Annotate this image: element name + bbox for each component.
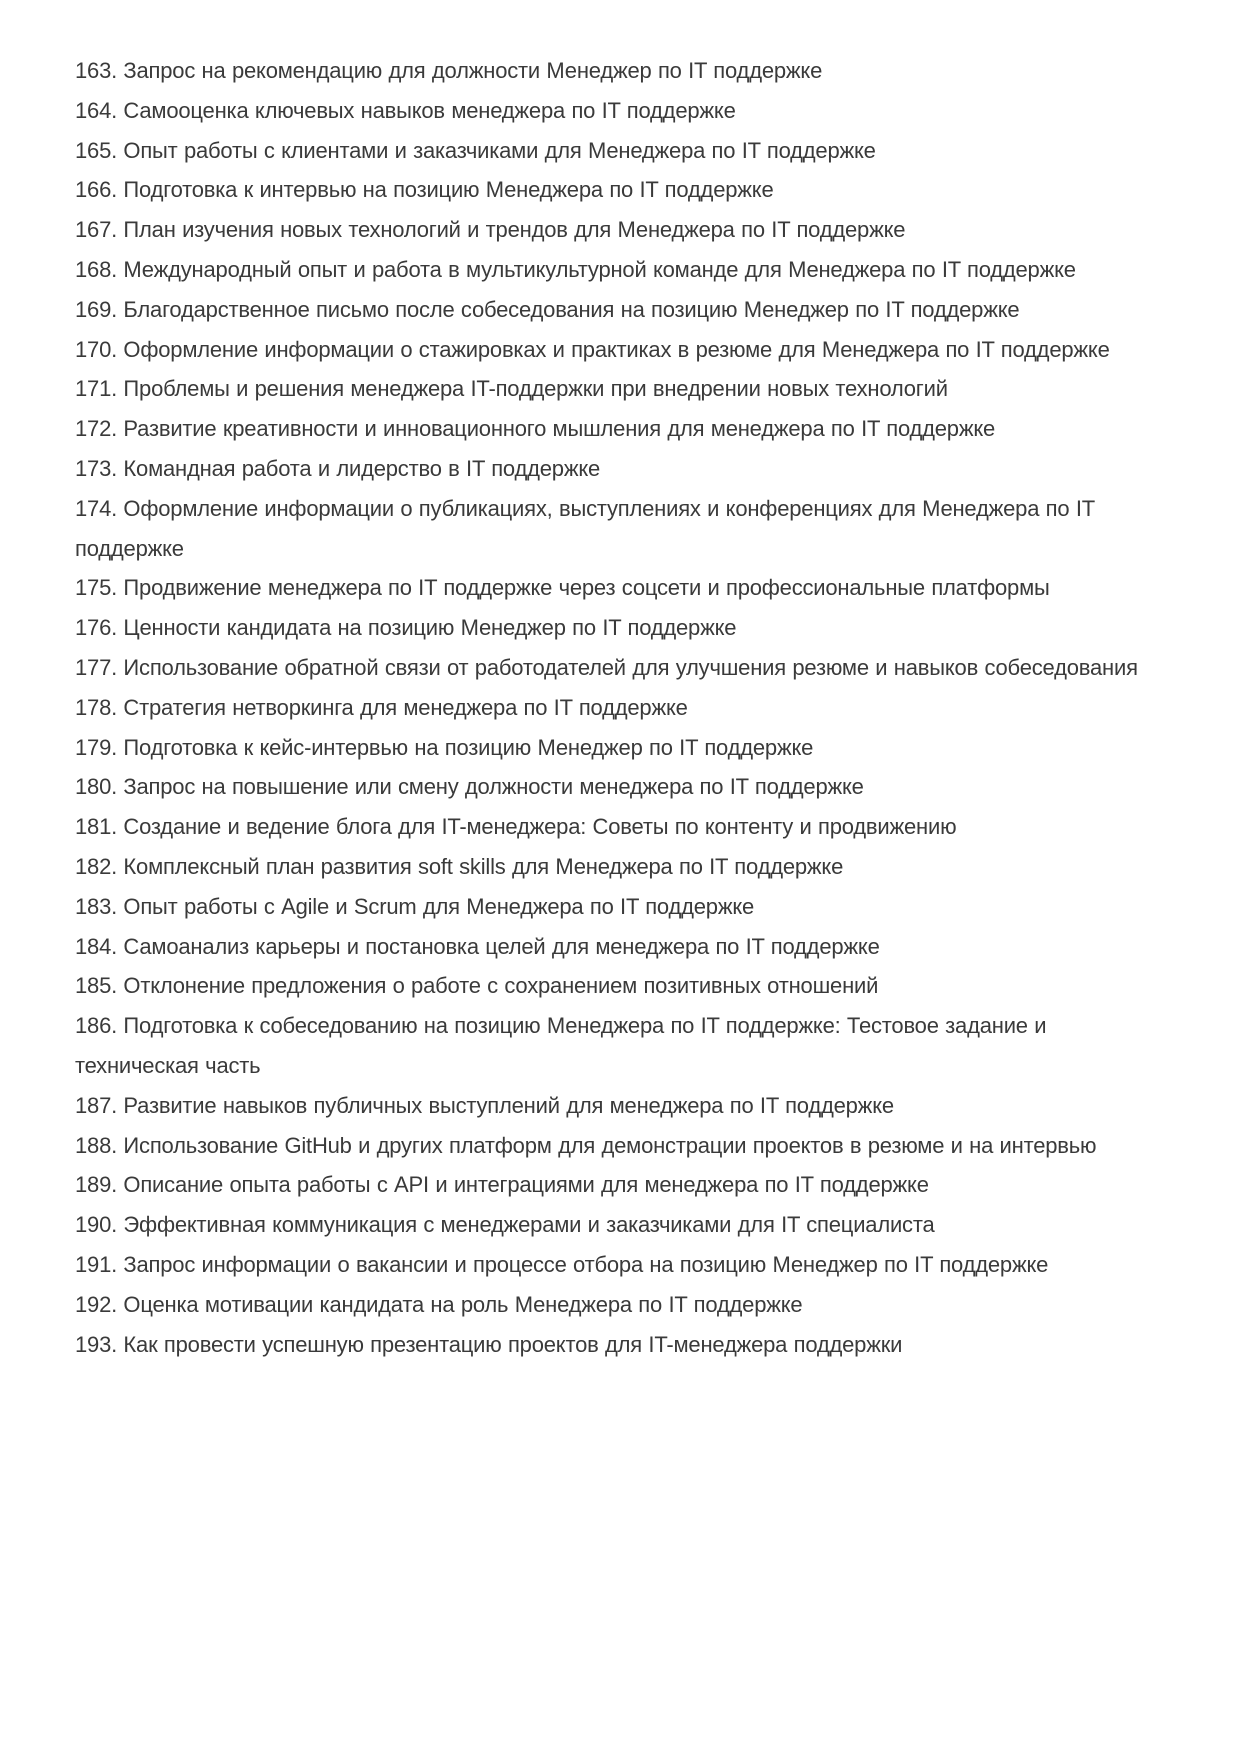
list-item: 168. Международный опыт и работа в мультикультурной команде для Менеджера по IT поддержке <box>75 256 1076 282</box>
list-item: 192. Оценка мотивации кандидата на роль Менеджера по IT поддержке <box>75 1291 803 1317</box>
list-item: 180. Запрос на повышение или смену должности менеджера по IT поддержке <box>75 774 864 800</box>
numbered-list <box>75 51 1167 1364</box>
list-item: 186. Подготовка к собеседованию на позицию Менеджера по IT поддержке: Тестовое задание и техническая часть <box>75 1013 1047 1078</box>
list-item: 177. Использование обратной связи от работодателей для улучшения резюме и навыков собеседования <box>75 654 1138 680</box>
list-item: 173. Командная работа и лидерство в IT поддержке <box>75 455 601 481</box>
list-item: 188. Использование GitHub и других платформ для демонстрации проектов в резюме и на интервью <box>75 1132 1097 1158</box>
list-item: 170. Оформление информации о стажировках и практиках в резюме для Менеджера по IT поддержке <box>75 336 1110 362</box>
list-item: 183. Опыт работы с Agile и Scrum для Менеджера по IT поддержке <box>75 893 755 919</box>
list-item: 163. Запрос на рекомендацию для должности Менеджер по IT поддержке <box>75 58 823 83</box>
list-item: 172. Развитие креативности и инновационного мышления для менеджера по IT поддержке <box>75 416 996 442</box>
list-item: 181. Создание и ведение блога для IT-менеджера: Советы по контенту и продвижению <box>75 814 957 840</box>
list-item: 165. Опыт работы с клиентами и заказчиками для Менеджера по IT поддержке <box>75 137 876 163</box>
list-item: 185. Отклонение предложения о работе с сохранением позитивных отношений <box>75 973 879 999</box>
list-item: 176. Ценности кандидата на позицию Менеджер по IT поддержке <box>75 615 737 641</box>
list-item: 182. Комплексный план развития soft skills для Менеджера по IT поддержке <box>75 853 844 879</box>
list-item: 184. Самоанализ карьеры и постановка целей для менеджера по IT поддержке <box>75 933 880 959</box>
list-item: 174. Оформление информации о публикациях, выступлениях и конференциях для Менеджера по IT поддержке <box>75 495 1095 561</box>
list-item: 167. План изучения новых технологий и трендов для Менеджера по IT поддержке <box>75 217 906 243</box>
list-item: 193. Как провести успешную презентацию проектов для IT-менеджера поддержки <box>75 1331 903 1357</box>
list-item: 187. Развитие навыков публичных выступлений для менеджера по IT поддержке <box>75 1092 894 1118</box>
list-item: 166. Подготовка к интервью на позицию Менеджера по IT поддержке <box>75 177 774 203</box>
list-item: 169. Благодарственное письмо после собеседования на позицию Менеджер по IT поддержке <box>75 296 1020 322</box>
list-item: 189. Описание опыта работы с API и интеграциями для менеджера по IT поддержке <box>75 1172 929 1198</box>
list-item: 171. Проблемы и решения менеджера IT-поддержки при внедрении новых технологий <box>75 376 948 402</box>
list-item: 164. Самооценка ключевых навыков менеджера по IT поддержке <box>75 97 736 123</box>
list-item: 191. Запрос информации о вакансии и процессе отбора на позицию Менеджер по IT поддержке <box>75 1251 1049 1277</box>
list-item: 190. Эффективная коммуникация с менеджерами и заказчиками для IT специалиста <box>75 1212 935 1238</box>
list-item: 175. Продвижение менеджера по IT поддержке через соцсети и профессиональные платформы <box>75 575 1050 601</box>
list-item: 178. Стратегия нетворкинга для менеджера по IT поддержке <box>75 694 688 720</box>
list-item: 179. Подготовка к кейс-интервью на позицию Менеджер по IT поддержке <box>75 734 814 760</box>
